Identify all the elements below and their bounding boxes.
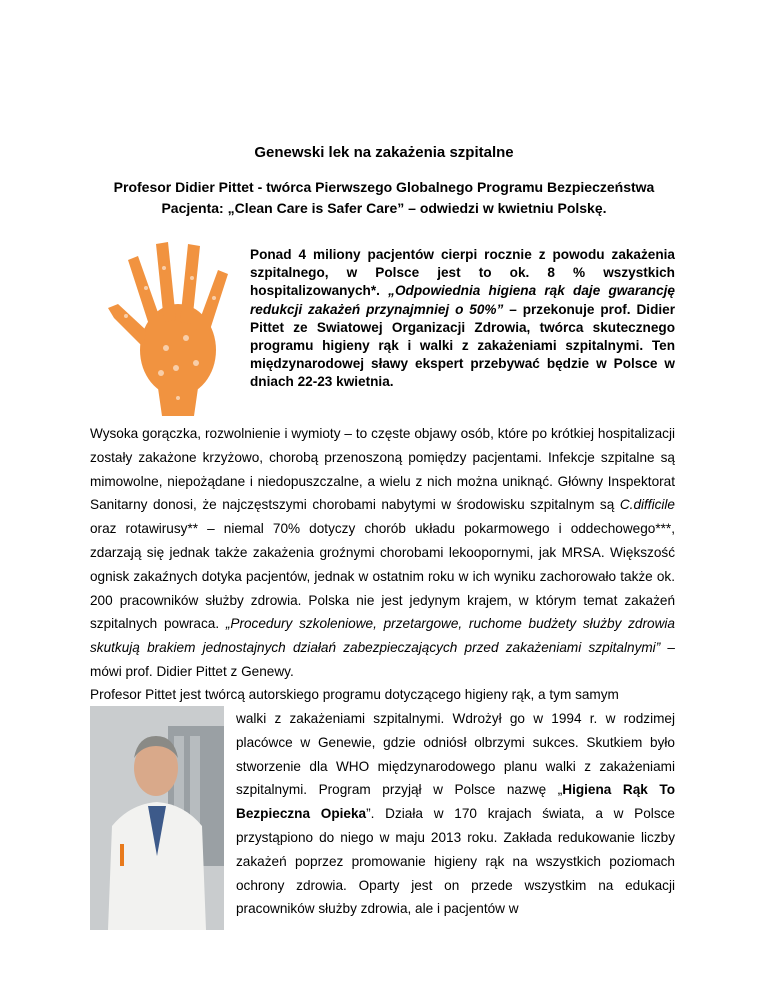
- p1-text-a: Wysoka gorączka, rozwolnienie i wymioty – to częste objawy osób, które po krótkiej hospitalizacji zostały zakażone krzyżowo, chorobą przenoszoną pomiędzy pacjentami. Infekcje szpitalne są mimowolne, niepożądane i niedopuszczalne, a wielu z nich można uniknąć. Główny Inspektorat Sanitarny donosi, że najczęstszymi chorobami nabytymi w środowisku szpitalnym są: [90, 426, 675, 513]
- p2-text-b: ”. Działa w 170 krajach świata, a w Polsce przystąpiono do niego w maju 2013 roku. Zakłada redukowanie liczby zakażeń poprzez promowanie higieny rąk na wszystkich poziomach ochrony zdrowia. Oparty jest on przede wszystkim na edukacji pracowników służby zdrowia, ale i pacjentów w: [236, 806, 675, 917]
- portrait-photo: [90, 706, 224, 930]
- p1-quote: „Procedury szkoleniowe, przetargowe, ruchome budżety służby zdrowia skutkują brakiem jednostajnych działań zabezpieczających przed zakażeniami szpitalnymi”: [90, 616, 675, 656]
- body-paragraph-1: [90, 422, 675, 684]
- p2-program-name: Higiena Rąk To Bezpieczna Opieka: [236, 782, 676, 822]
- article-title: Genewski lek na zakażenia szpitalne: [254, 144, 514, 161]
- lead-text-1: Ponad 4 miliony pacjentów cierpi rocznie z powodu zakażenia szpitalnego, w Polsce jest to ok. 8 % wszystkich hospitalizowanych*.: [250, 247, 675, 299]
- p2-text-a: walki z zakażeniami szpitalnymi. Wdrożył go w 1994 r. w rodzimej placówce w Genewie, gdzie odniósł olbrzymi sukces. Skutkiem było stworzenie dla WHO międzynarodowego planu walki z zakażeniami szpitalnymi. Program przyjął w Polsce nazwę „: [236, 711, 675, 798]
- hand-image: [106, 238, 236, 418]
- article-subtitle: Profesor Didier Pittet - twórca Pierwszego Globalnego Programu Bezpieczeństwa Pacjenta: „Clean Care is Safer Care” – odwiedzi w kwietniu Polskę.: [113, 179, 655, 216]
- lead-paragraph: [250, 246, 675, 392]
- p1-italic: C.difficile: [619, 497, 675, 513]
- body-paragraph-2-wrap: [236, 707, 675, 921]
- lead-text-2: – przekonuje prof. Didier Pittet ze Swiatowej Organizacji Zdrowia, twórca skutecznego programu higieny rąk i walki z zakażeniami szpitalnymi. Ten międzynarodowej sławy ekspert przebywać będzie w Polsce w dniach 22-23 kwietnia.: [250, 301, 675, 390]
- p1-text-b: oraz rotawirusy** – niemal 70% dotyczy chorób układu pokarmowego i oddechowego***, zdarzają się jednak także zakażenia groźnymi chorobami lekoopornymi, jak MRSA. Większość ognisk zakaźnych dotyka pacjentów, jednak w ostatnim roku w ich wyniku zachorowało także ok. 200 pracowników służby zdrowia. Polska nie jest jedynym krajem, w którym temat zakażeń szpitalnych powraca.: [90, 521, 675, 632]
- p1-text-c: – mówi prof. Didier Pittet z Genewy.: [90, 640, 675, 679]
- body-paragraph-2-first-line: Profesor Pittet jest twórcą autorskiego programu dotyczącego higieny rąk, a tym samym: [90, 687, 619, 702]
- lead-quote: „Odpowiednia higiena rąk daje gwarancję redukcji zakażeń przynajmniej o 50%”: [250, 283, 675, 317]
